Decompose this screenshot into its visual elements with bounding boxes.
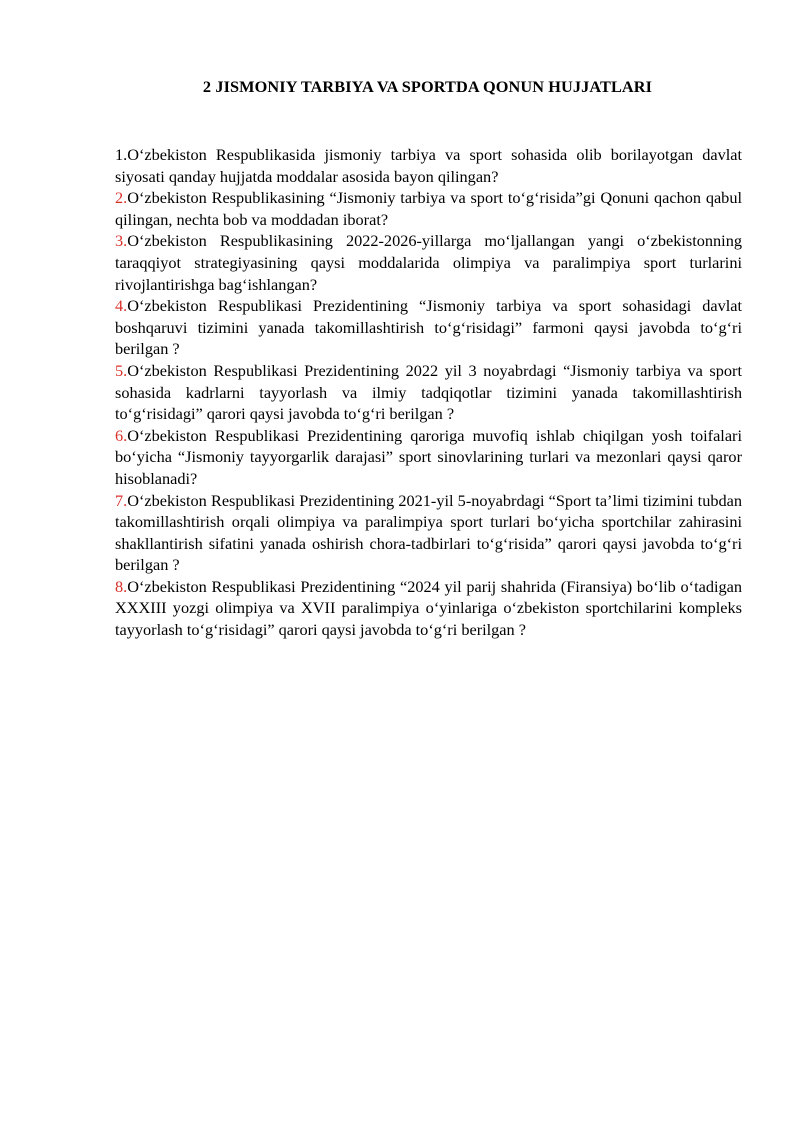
question-text: O‘zbekiston Respublikasi Prezidentining qaroriga muvofiq ishlab chiqilgan yosh toifalari bo‘yicha “Jismoniy tayyorgarlik darajasi” sport sinovlarining turlari va mezonlari qaysi qaror hisoblanadi? — [115, 425, 742, 488]
question-text: O‘zbekiston Respublikasi Prezidentining “Jismoniy tarbiya va sport sohasidagi davlat boshqaruvi tizimini yanada takomillashtirish to‘g‘risidagi” farmoni qaysi javobda to‘g‘ri berilgan ? — [115, 296, 742, 359]
question-item — [115, 187, 742, 230]
question-number: 3. — [115, 231, 128, 251]
question-number: 4. — [115, 296, 128, 316]
question-item — [115, 144, 742, 187]
question-item — [115, 425, 742, 490]
question-text: O‘zbekiston Respublikasining 2022-2026-yillarga mo‘ljallangan yangi o‘zbekistonning taraqqiyot strategiyasining qaysi moddalarida olimpiya va paralimpiya sport turlarini rivojlantirishga bag‘ishlangan? — [115, 231, 742, 294]
question-text: O‘zbekiston Respublikasi Prezidentining 2021-yil 5-noyabrdagi “Sport ta’limi tizimini tubdan takomillashtirish orqali olimpiya va paralimpiya sport turlari bo‘yicha sportchilar zahirasini shakllantirish sifatini yanada oshirish chora-tadbirlari to‘g‘risida” qarori qaysi javobda to‘g‘ri berilgan ? — [115, 490, 742, 575]
question-number: 8. — [115, 576, 128, 596]
question-text: O‘zbekiston Respublikasida jismoniy tarbiya va sport sohasida olib borilayotgan davlat siyosati qanday hujjatda moddalar asosida bayon qilingan? — [115, 145, 742, 186]
document-title: 2 JISMONIY TARBIYA VA SPORTDA QONUN HUJJATLARI — [202, 77, 653, 96]
question-item — [115, 490, 742, 576]
question-text: O‘zbekiston Respublikasi Prezidentining 2022 yil 3 noyabrdagi “Jismoniy tarbiya va sport sohasida kadrlarni tayyorlash va ilmiy tadqiqotlar tizimini yanada takomillashtirish to‘g‘risidagi” qarori qaysi javobda to‘g‘ri berilgan ? — [115, 360, 742, 424]
question-item — [115, 230, 742, 295]
question-item — [115, 295, 742, 360]
question-item — [115, 576, 742, 641]
question-number: 6. — [115, 425, 128, 445]
question-number: 7. — [115, 490, 128, 510]
question-item — [115, 360, 742, 425]
question-list — [115, 144, 742, 641]
question-text: O‘zbekiston Respublikasi Prezidentining “2024 yil parij shahrida (Firansiya) bo‘lib o‘tadigan XXXIII yozgi olimpiya va XVII paralimpiya o‘yinlariga o‘zbekiston sportchilarini kompleks tayyorlash to‘g‘risidagi” qarori qaysi javobda to‘g‘ri berilgan ? — [115, 576, 742, 640]
question-number: 2. — [115, 188, 128, 208]
question-number: 5. — [115, 360, 128, 380]
question-number: 1. — [115, 145, 128, 164]
question-text: O‘zbekiston Respublikasining “Jismoniy tarbiya va sport to‘g‘risida”gi Qonuni qachon qabul qilingan, nechta bob va moddadan iborat? — [115, 188, 742, 229]
